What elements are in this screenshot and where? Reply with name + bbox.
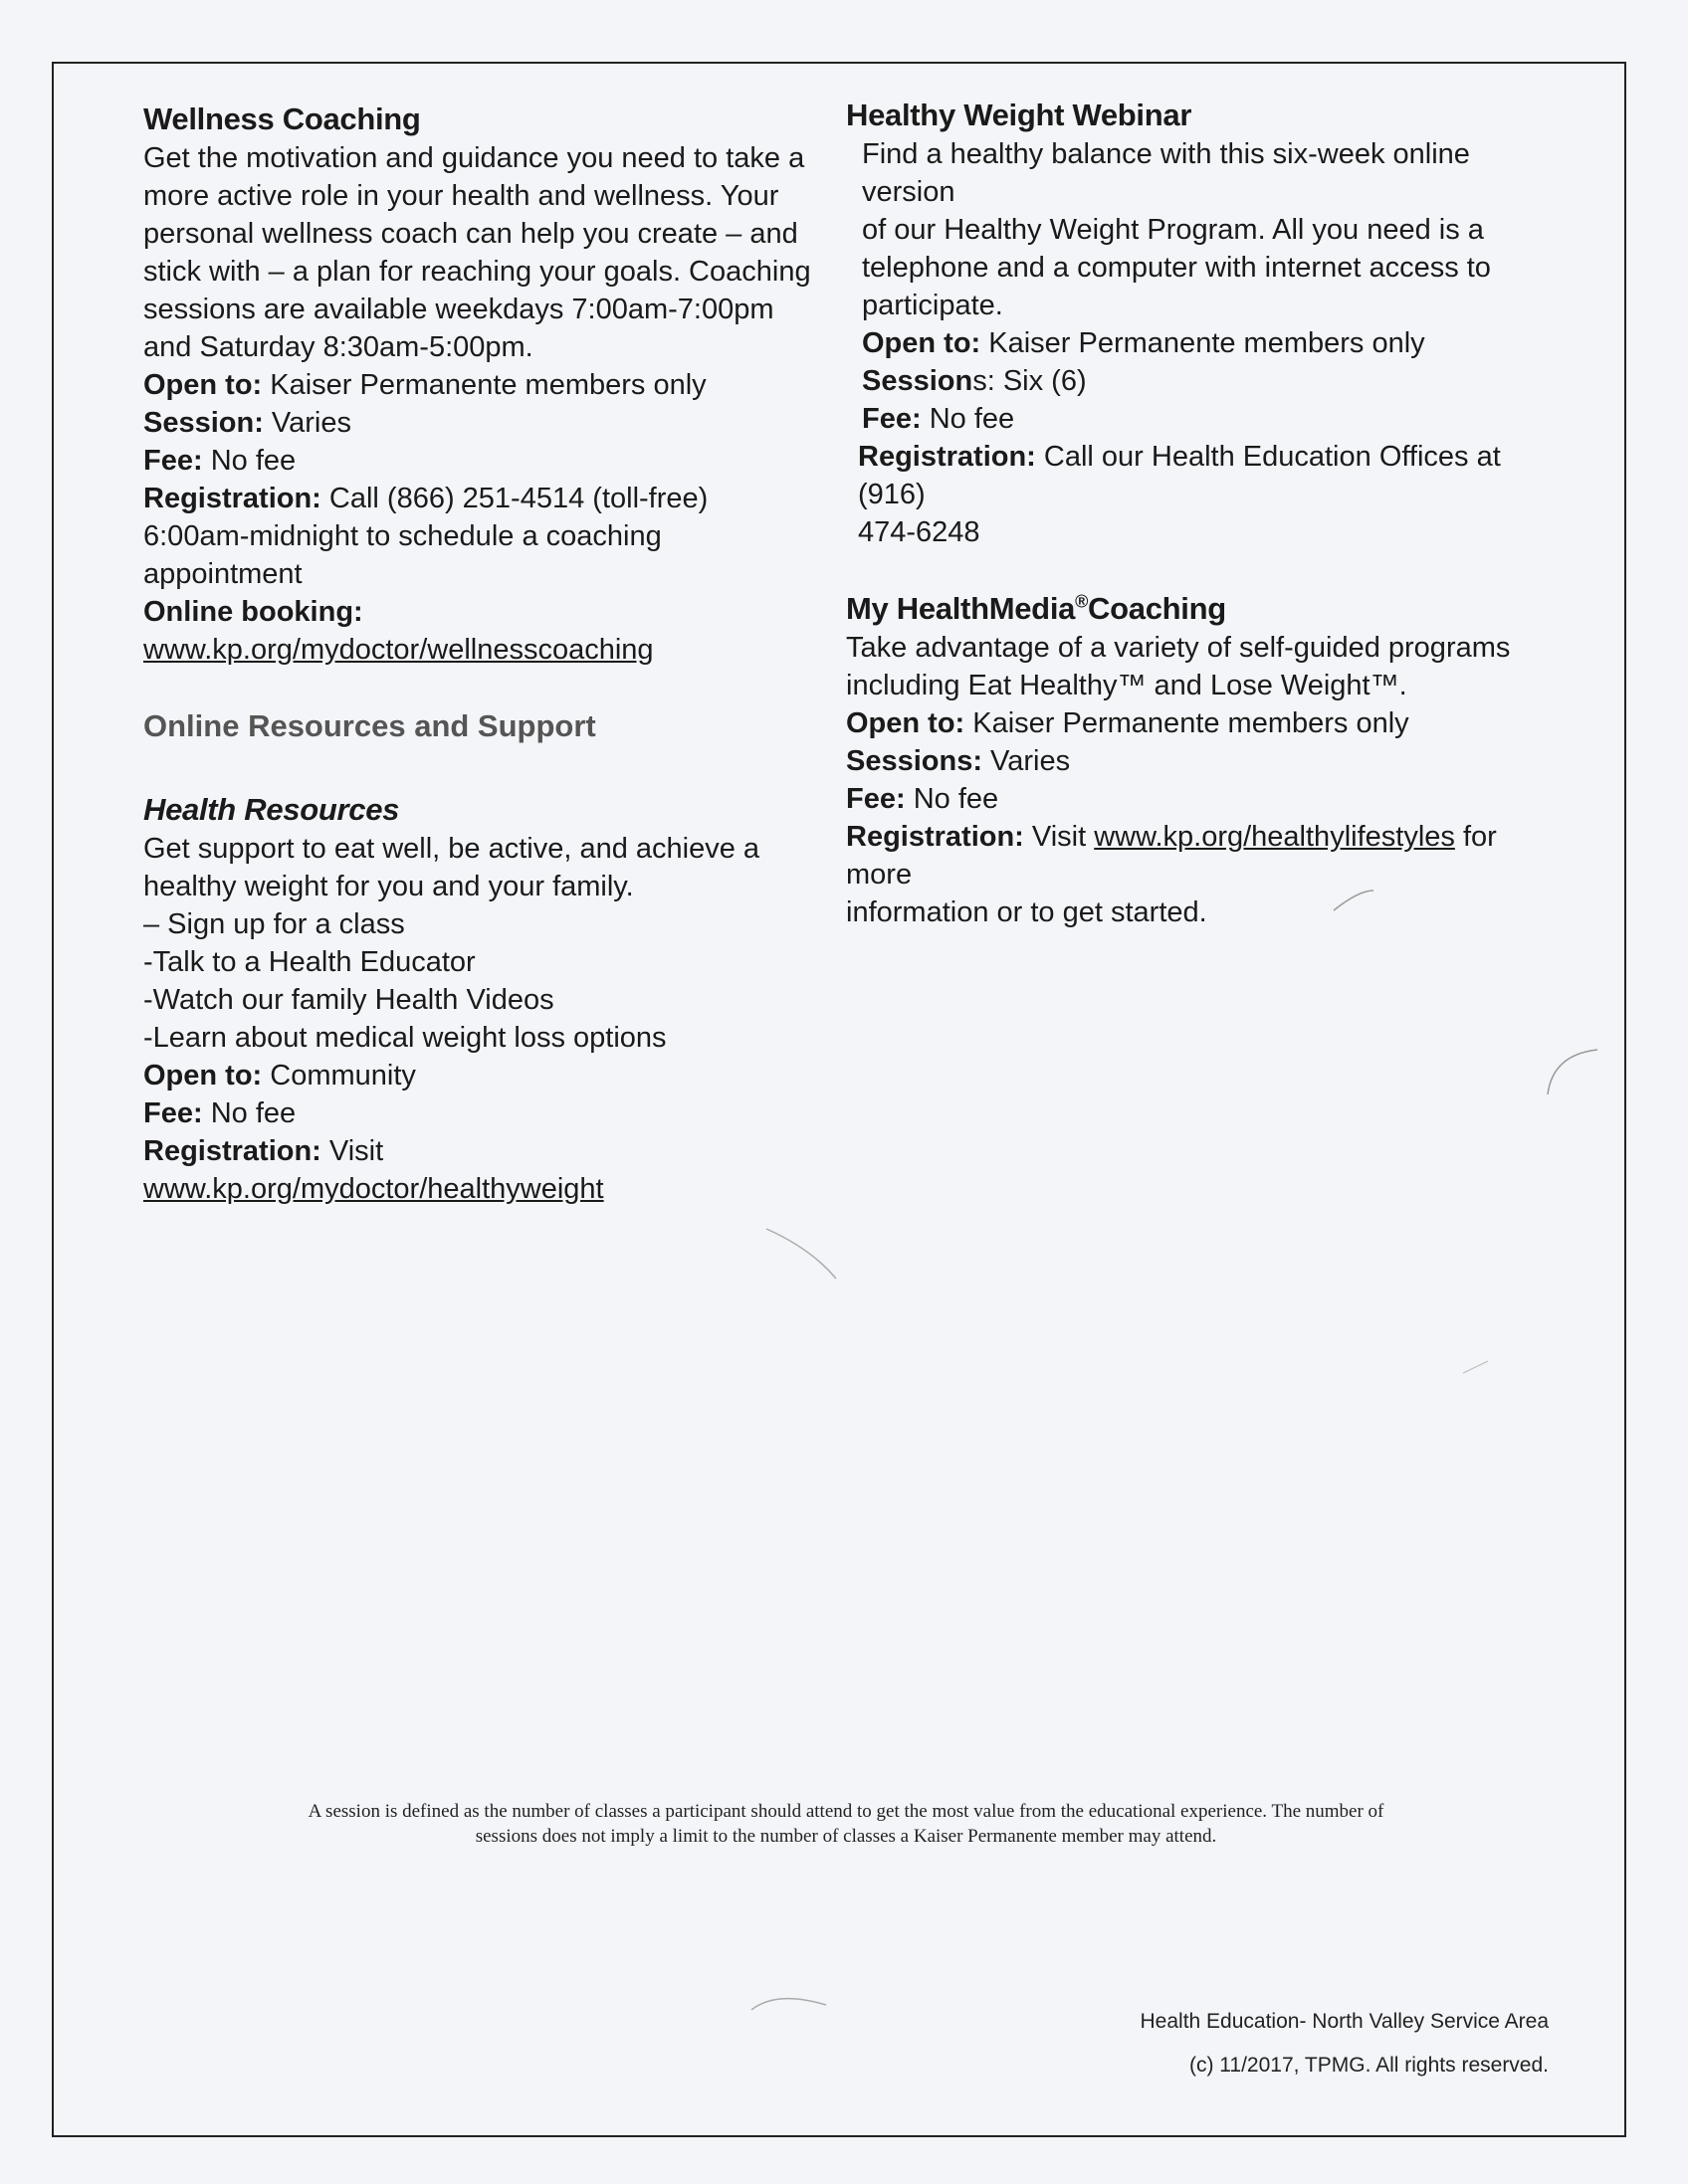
body-line: Get the motivation and guidance you need to take a — [143, 142, 805, 174]
list-item: – Sign up for a class — [143, 908, 405, 940]
body-line: sessions are available weekdays 7:00am-7:00pm — [143, 294, 774, 325]
list-item: -Learn about medical weight loss options — [143, 1022, 667, 1054]
body-line: Find a healthy balance with this six-week online version — [862, 138, 1470, 208]
registration-line: information or to get started. — [846, 896, 1207, 928]
body-line: participate. — [862, 290, 1003, 321]
healthy-lifestyles-link[interactable]: www.kp.org/healthylifestyles — [1094, 821, 1455, 853]
body-line: including Eat Healthy™ and Lose Weight™. — [846, 670, 1407, 701]
body-line: more active role in your health and wellness. Your — [143, 180, 779, 212]
registration-row: Registration: Visit — [143, 1135, 384, 1167]
health-resources-title: Health Resources — [143, 792, 400, 827]
fee-row: Fee: No fee — [143, 445, 297, 477]
registration-row: Registration: Call our Health Education Offices at (916) — [858, 441, 1501, 510]
wellness-coaching-title: Wellness Coaching — [143, 101, 421, 136]
registration-row: Registration: Visit www.kp.org/healthylifestyles for more — [846, 821, 1497, 891]
wellness-coaching-link[interactable]: www.kp.org/mydoctor/wellnesscoaching — [143, 634, 654, 666]
footnote-line: sessions does not imply a limit to the number of classes a Kaiser Permanente member may attend. — [475, 1826, 1217, 1847]
fee-row: Fee: No fee — [846, 783, 999, 815]
registration-line: 474-6248 — [858, 516, 980, 548]
body-line: personal wellness coach can help you create – and — [143, 218, 798, 250]
fee-row: Fee: No fee — [862, 403, 1015, 435]
body-line: and Saturday 8:30am-5:00pm. — [143, 331, 533, 363]
open-to-row: Open to: Kaiser Permanente members only — [143, 369, 707, 401]
registration-row: Registration: Call (866) 251-4514 (toll-free) — [143, 483, 709, 514]
registration-line: appointment — [143, 558, 303, 590]
healthy-weight-webinar-title: Healthy Weight Webinar — [846, 98, 1192, 132]
list-item: -Talk to a Health Educator — [143, 946, 476, 978]
open-to-row: Open to: Community — [143, 1060, 416, 1092]
body-line: of our Healthy Weight Program. All you need is a — [862, 214, 1484, 246]
footer-copyright: (c) 11/2017, TPMG. All rights reserved. — [1188, 2054, 1549, 2077]
registration-line: 6:00am-midnight to schedule a coaching — [143, 520, 662, 552]
sessions-row: Sessions: Varies — [846, 745, 1071, 777]
session-row: Session: Varies — [143, 407, 351, 439]
healthy-weight-link[interactable]: www.kp.org/mydoctor/healthyweight — [143, 1173, 604, 1205]
sessions-row: Sessions: Six (6) — [862, 365, 1087, 397]
open-to-row: Open to: Kaiser Permanente members only — [846, 707, 1409, 739]
online-booking-label: Online booking: — [143, 596, 363, 628]
footnote-line: A session is defined as the number of classes a participant should attend to get the most value from the educational experience. The number of — [308, 1801, 1384, 1822]
fee-row: Fee: No fee — [143, 1097, 297, 1129]
body-line: Take advantage of a variety of self-guided programs — [846, 632, 1511, 664]
body-line: Get support to eat well, be active, and achieve a — [143, 833, 760, 865]
healthmedia-coaching-title: My HealthMedia®Coaching — [846, 591, 1226, 626]
footer-org: Health Education- North Valley Service Area — [1140, 2010, 1549, 2033]
body-line: telephone and a computer with internet access to — [862, 252, 1491, 284]
open-to-row: Open to: Kaiser Permanente members only — [862, 327, 1425, 359]
body-line: healthy weight for you and your family. — [143, 871, 634, 902]
body-line: stick with – a plan for reaching your goals. Coaching — [143, 256, 811, 288]
online-resources-heading: Online Resources and Support — [143, 708, 596, 743]
list-item: -Watch our family Health Videos — [143, 984, 554, 1016]
